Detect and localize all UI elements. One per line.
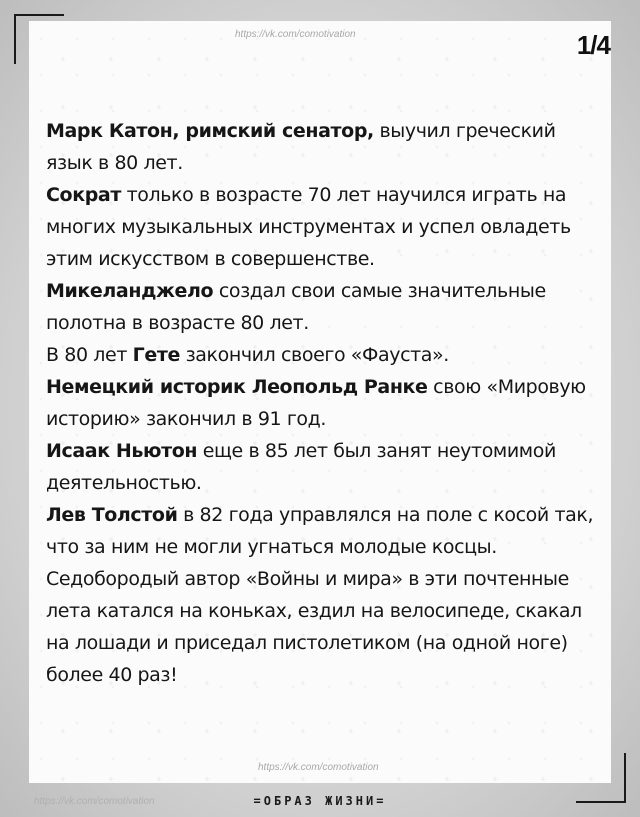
paragraph-goethe	[46, 339, 602, 371]
paragraph-bold: Лев Толстой	[46, 504, 178, 526]
paragraph-bold: Гете	[132, 344, 180, 366]
paragraph-cato	[46, 115, 602, 179]
watermark-bottom-center: https://vk.com/comotivation	[258, 762, 379, 773]
paragraph-newton	[46, 435, 602, 499]
page-counter: 1/4	[576, 30, 610, 60]
paragraph-bold: Исаак Ньютон	[46, 440, 198, 462]
paragraph-bold: Сократ	[46, 184, 121, 206]
paragraph-text: еще в 85 лет был занят неутомимой деятельностью.	[46, 440, 556, 494]
paragraph-text: закончил своего «Фауста».	[179, 344, 449, 366]
watermark-bottom-left: https://vk.com/comotivation	[34, 796, 155, 807]
paragraph-text: свою «Мировую историю» закончил в 91 год.	[46, 376, 586, 430]
paragraph-bold: Марк Катон, римский сенатор,	[46, 120, 374, 142]
paragraph-bold: Микеланджело	[46, 280, 214, 302]
watermark-top: https://vk.com/comotivation	[235, 29, 356, 40]
paragraph-text: только в возрасте 70 лет научился играть на многих музыкальных инструментах и успел овладеть этим искусством в совершенстве.	[46, 184, 571, 270]
paragraph-text: создал свои самые значительные полотна в возрасте 80 лет.	[46, 280, 546, 334]
paragraph-text: в 82 года управлялся на поле с косой так, что за ним не могли угнаться молодые косцы. Седобородый автор «Войны и мира» в эти почтенные лета катался на коньках, ездил на велосипеде, скакал на лошади и приседал пистолетиком (на одной ноге) более 40 раз!	[46, 504, 594, 686]
paragraph-bold: Немецкий историк Леопольд Ранке	[46, 376, 428, 398]
brand-footer: =ОБРАЗ ЖИЗНИ=	[253, 794, 387, 808]
corner-decoration-top-left	[14, 14, 64, 16]
paragraph-socrates	[46, 179, 602, 275]
paragraph-ranke	[46, 371, 602, 435]
quote-text-block	[46, 115, 602, 691]
paragraph-prefix: В 80 лет	[46, 344, 133, 366]
corner-decoration-top-left-vertical	[14, 14, 16, 64]
paragraph-michelangelo	[46, 275, 602, 339]
paragraph-text: выучил греческий язык в 80 лет.	[46, 120, 556, 174]
paragraph-tolstoy	[46, 499, 602, 691]
